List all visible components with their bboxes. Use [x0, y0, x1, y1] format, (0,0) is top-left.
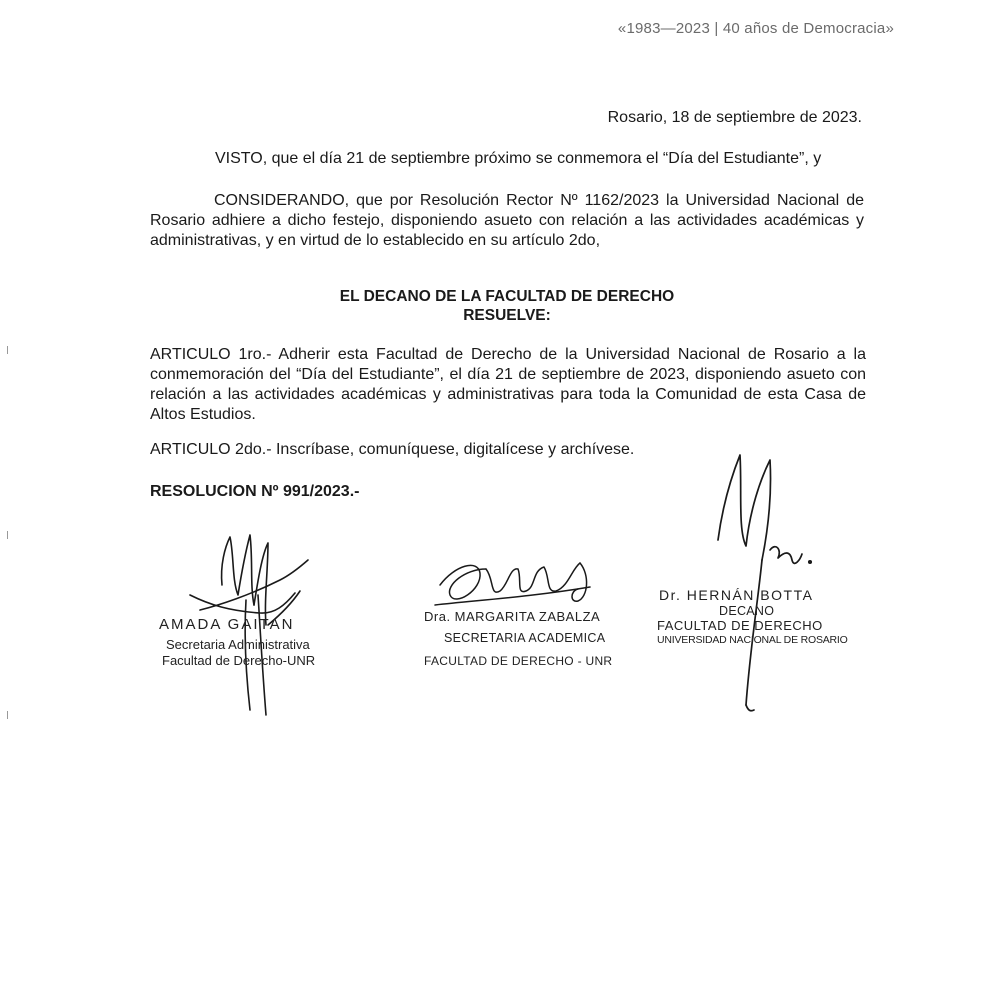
signer-org-gaitan: Facultad de Derecho-UNR: [162, 653, 316, 668]
considerando-text: CONSIDERANDO, que por Resolución Rector Nº 1162/2023 la Universidad Nacional de Rosario adhiere a dicho festejo, disponiendo asueto con relación a las actividades académicas y administrativas, y en virtud de lo establecido en su artículo 2do,: [150, 192, 864, 249]
date-line: Rosario, 18 de septiembre de 2023.: [607, 109, 862, 126]
resolution-number: RESOLUCION Nº 991/2023.-: [150, 483, 360, 500]
signer-name-botta: Dr. HERNÁN BOTTA: [659, 587, 814, 603]
resuelve-title: RESUELVE:: [463, 307, 551, 324]
header-motto: «1983—2023 | 40 años de Democracia»: [617, 20, 894, 37]
signature-block-botta: [650, 450, 850, 720]
margin-mark: [7, 346, 8, 354]
signature-block-gaitan: [150, 525, 370, 725]
dean-title: EL DECANO DE LA FACULTAD DE DERECHO: [339, 288, 675, 305]
signer-role-botta: DECANO: [719, 604, 775, 618]
margin-mark: [7, 531, 8, 539]
considerando-paragraph: [150, 191, 864, 251]
resolution-heading: [300, 287, 714, 325]
signer-name-gaitan: AMADA GAITAN: [159, 616, 295, 633]
signer-university-botta: UNIVERSIDAD NACIONAL DE ROSARIO: [657, 634, 848, 646]
signer-name-zabalza: Dra. MARGARITA ZABALZA: [424, 609, 601, 624]
article-1: ARTICULO 1ro.- Adherir esta Facultad de Derecho de la Universidad Nacional de Rosario a la conmemoración del “Día del Estudiante”, el día 21 de septiembre de 2023, disponiendo asueto con relación a las actividades académicas y administrativas para toda la Comunidad de esta Casa de Altos Estudios.: [150, 346, 866, 423]
signature-block-zabalza: [420, 545, 620, 685]
signer-org-botta: FACULTAD DE DERECHO: [657, 618, 823, 633]
signer-org-zabalza: FACULTAD DE DERECHO - UNR: [424, 654, 613, 668]
article-2: ARTICULO 2do.- Inscríbase, comuníquese, digitalícese y archívese.: [150, 441, 635, 458]
signer-role-gaitan: Secretaria Administrativa: [166, 637, 310, 652]
visto-paragraph: VISTO, que el día 21 de septiembre próximo se conmemora el “Día del Estudiante”, y: [215, 150, 822, 167]
margin-mark: [7, 711, 8, 719]
handwritten-signature-botta: [650, 450, 850, 720]
signer-role-zabalza: SECRETARIA ACADEMICA: [444, 631, 606, 645]
